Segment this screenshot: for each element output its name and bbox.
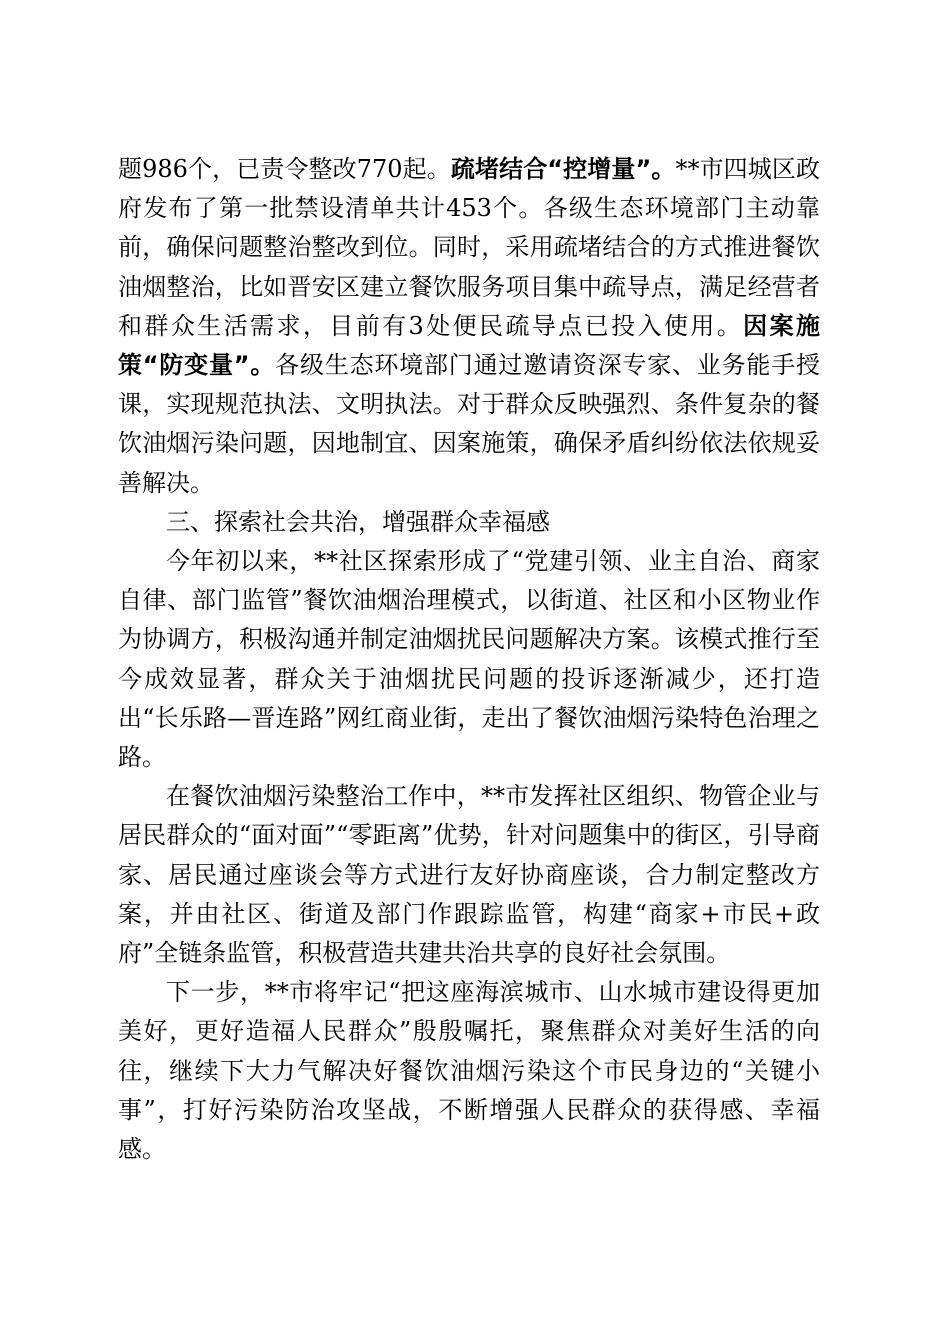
paragraph-next-steps: 下一步，**市将牢记“把这座海滨城市、山水城市建设得更加美好，更好造福人民群众”殷殷嘱托，聚焦群众对美好生活的向往，继续下大力气解决好餐饮油烟污染这个市民身边的“关键小事”，打好污染防治攻坚战，不断增强人民群众的获得感、幸福感。 (118, 978, 820, 1164)
bold-subheading-control-increment: 疏堵结合“控增量”。 (450, 155, 676, 183)
document-body (118, 150, 820, 1169)
paragraph-community-model: 今年初以来，**社区探索形成了“党建引领、业主自治、商家自律、部门监管”餐饮油烟治理模式，以街道、社区和小区物业作为协调方，积极沟通并制定油烟扰民问题解决方案。该模式推行至今成效显著，群众关于油烟扰民问题的投诉逐渐减少，还打造出“长乐路—晋连路”网红商业街，走出了餐饮油烟污染特色治理之路。 (118, 547, 820, 772)
bold-subheading-prevent-variables: 因案施策“防变量”。 (118, 311, 820, 380)
paragraph-continued (118, 150, 820, 503)
paragraph-rectification-work: 在餐饮油烟污染整治工作中，**市发挥社区组织、物管企业与居民群众的“面对面”“零距离”优势，针对问题集中的街区，引导商家、居民通过座谈会等方式进行友好协商座谈，合力制定整改方案，并由社区、街道及部门作跟踪监管，构建“商家+市民+政府”全链条监管，积极营造共建共治共享的良好社会氛围。 (118, 782, 820, 968)
section-heading-three: 三、探索社会共治，增强群众幸福感 (166, 507, 550, 536)
paragraph-text: 各级生态环境部门通过邀请资深专家、业务能手授课，实现规范执法、文明执法。对于群众反映强烈、条件复杂的餐饮油烟污染问题，因地制宜、因案施策，确保矛盾纠纷依法依规妥善解决。 (118, 351, 821, 497)
paragraph-text: **市四城区政府发布了第一批禁设清单共计453个。各级生态环境部门主动靠前，确保问题整治整改到位。同时，采用疏堵结合的方式推进餐饮油烟整治，比如晋安区建立餐饮服务项目集中疏导点，满足经营者和群众生活需求，目前有3处便民疏导点已投入使用。 (118, 155, 820, 340)
paragraph-text: 题986个，已责令整改770起。 (118, 155, 451, 183)
